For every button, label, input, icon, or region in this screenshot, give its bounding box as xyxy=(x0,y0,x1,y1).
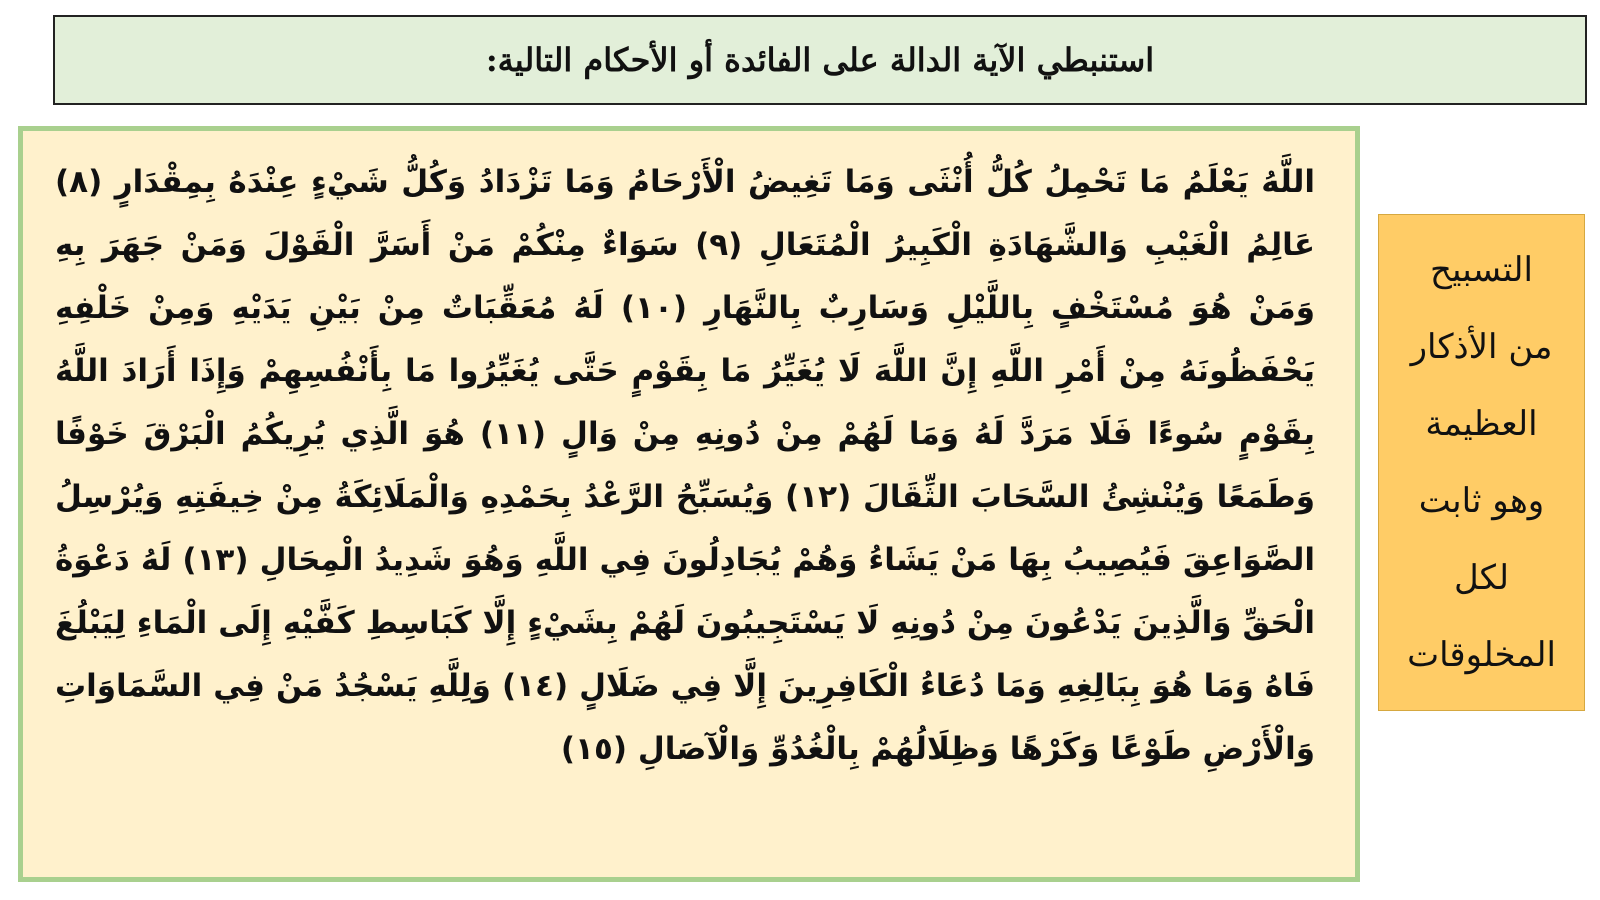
side-note-line: العظيمة xyxy=(1425,403,1538,444)
side-note-line: من الأذكار xyxy=(1410,326,1553,367)
side-note-box xyxy=(1378,214,1585,711)
heading-box xyxy=(53,15,1587,105)
side-note-line: التسبيح xyxy=(1430,249,1533,290)
side-note-text xyxy=(1407,232,1556,694)
side-note-line: المخلوقات xyxy=(1407,634,1556,675)
heading-text: استنبطي الآية الدالة على الفائدة أو الأحكام التالية: xyxy=(485,41,1155,79)
side-note-line: وهو ثابت xyxy=(1418,480,1545,521)
side-note-line: لكل xyxy=(1454,557,1509,598)
verses-text: اللَّهُ يَعْلَمُ مَا تَحْمِلُ كُلُّ أُنْثَى وَمَا تَغِيضُ الْأَرْحَامُ وَمَا تَزْدَادُ وَكُلُّ شَيْءٍ عِنْدَهُ بِمِقْدَارٍ (٨) عَالِمُ الْغَيْبِ وَالشَّهَادَةِ الْكَبِيرُ الْمُتَعَالِ (٩) سَوَاءٌ مِنْكُمْ مَنْ أَسَرَّ الْقَوْلَ وَمَنْ جَهَرَ بِهِ وَمَنْ هُوَ مُسْتَخْفٍ بِاللَّيْلِ وَسَارِبٌ بِالنَّهَارِ (١٠) لَهُ مُعَقِّبَاتٌ مِنْ بَيْنِ يَدَيْهِ وَمِنْ خَلْفِهِ يَحْفَظُونَهُ مِنْ أَمْرِ اللَّهِ إِنَّ اللَّهَ لَا يُغَيِّرُ مَا بِقَوْمٍ حَتَّى يُغَيِّرُوا مَا بِأَنْفُسِهِمْ وَإِذَا أَرَادَ اللَّهُ بِقَوْمٍ سُوءًا فَلَا مَرَدَّ لَهُ وَمَا لَهُمْ مِنْ دُونِهِ مِنْ وَالٍ (١١) هُوَ الَّذِي يُرِيكُمُ الْبَرْقَ خَوْفًا وَطَمَعًا وَيُنْشِئُ السَّحَابَ الثِّقَالَ (١٢) وَيُسَبِّحُ الرَّعْدُ بِحَمْدِهِ وَالْمَلَائِكَةُ مِنْ خِيفَتِهِ وَيُرْسِلُ الصَّوَاعِقَ فَيُصِيبُ بِهَا مَنْ يَشَاءُ وَهُمْ يُجَادِلُونَ فِي اللَّهِ وَهُوَ شَدِيدُ الْمِحَالِ (١٣) لَهُ دَعْوَةُ الْحَقِّ وَالَّذِينَ يَدْعُونَ مِنْ دُونِهِ لَا يَسْتَجِيبُونَ لَهُمْ بِشَيْءٍ إِلَّا كَبَاسِطِ كَفَّيْهِ إِلَى الْمَاءِ لِيَبْلُغَ فَاهُ وَمَا هُوَ بِبَالِغِهِ وَمَا دُعَاءُ الْكَافِرِينَ إِلَّا فِي ضَلَالٍ (١٤) وَلِلَّهِ يَسْجُدُ مَنْ فِي السَّمَاوَاتِ وَالْأَرْضِ طَوْعًا وَكَرْهًا وَظِلَالُهُمْ بِالْغُدُوِّ وَالْآصَالِ (١٥) xyxy=(55,164,1316,767)
verses-box xyxy=(18,126,1360,882)
